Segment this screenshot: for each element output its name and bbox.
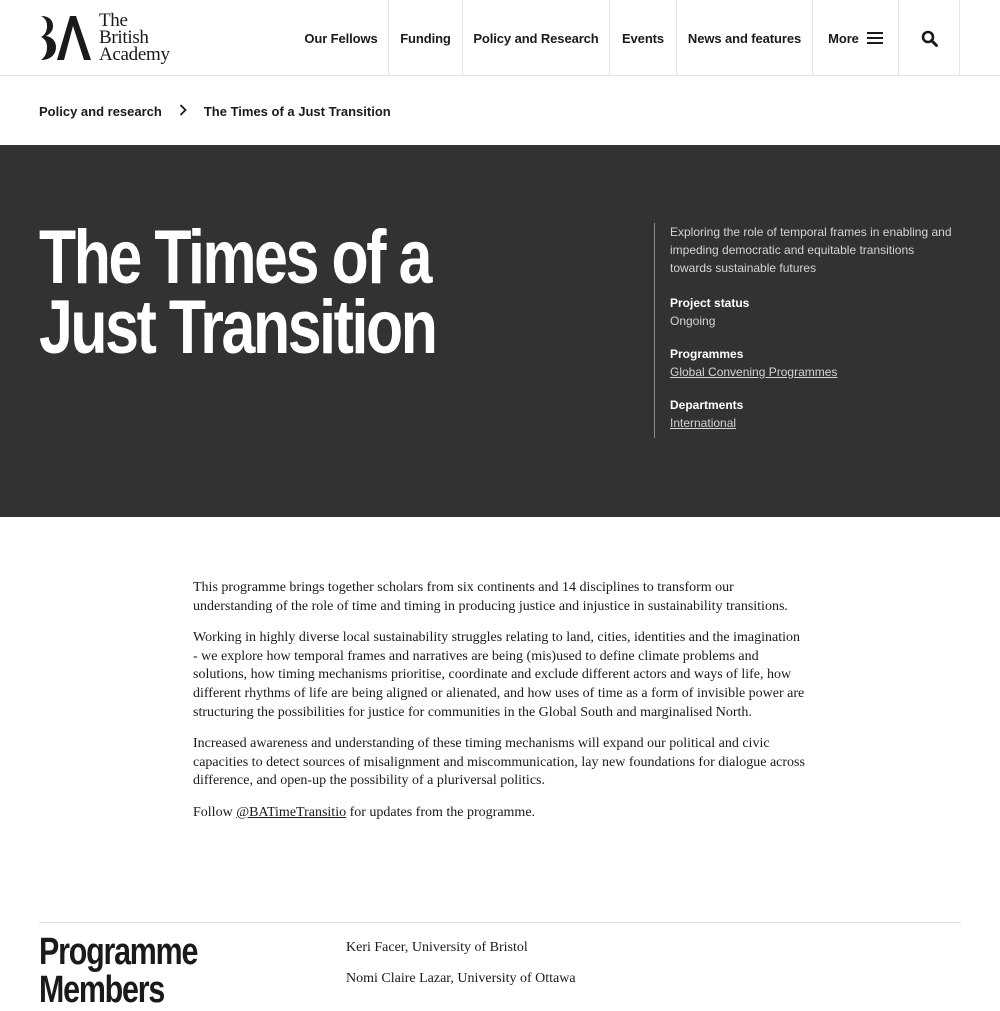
list-item: Nomi Claire Lazar, University of Ottawa bbox=[346, 971, 576, 986]
breadcrumb-parent-link[interactable]: Policy and research bbox=[39, 103, 162, 119]
follow-suffix: for updates from the programme. bbox=[349, 804, 536, 820]
follow-prefix: Follow bbox=[193, 804, 233, 820]
nav-label: News and features bbox=[687, 30, 802, 46]
nav-label: Our Fellows bbox=[304, 30, 378, 46]
logo-line-academy: Academy bbox=[99, 44, 170, 65]
search-icon bbox=[921, 30, 938, 47]
nav-label: Events bbox=[621, 30, 665, 46]
page-title: The Times of a Just Transition bbox=[39, 215, 436, 370]
departments-link[interactable]: International bbox=[670, 416, 737, 430]
nav-item-events[interactable] bbox=[609, 0, 676, 76]
nav-label: Funding bbox=[400, 30, 451, 46]
british-academy-logo[interactable] bbox=[39, 12, 189, 64]
project-description: Exploring the role of temporal frames in enabling and impeding democratic and equitable transitions towards sustainable futures bbox=[670, 225, 952, 275]
logo-line-the: The bbox=[99, 10, 128, 31]
departments-value bbox=[670, 416, 954, 430]
project-meta-panel bbox=[654, 223, 954, 438]
programmes-label: Programmes bbox=[670, 347, 744, 361]
follow-paragraph bbox=[193, 804, 805, 823]
programme-members-list bbox=[346, 939, 576, 1001]
project-status-value: Ongoing bbox=[670, 314, 716, 328]
logo-line-british: British bbox=[99, 27, 149, 48]
body-paragraph: Working in highly diverse local sustainability struggles relating to land, cities, identities and the imagination - we explore how temporal frames and narratives are being (mis)used to define climate problems and solutions, how timing mechanisms prioritise, coordinate and exclude different actors and ways of life, how different rhythms of life are being aligned or alienated, and how uses of time as a form of invisible power are structuring the possibilities for justice for communities in the Global South and marginalised North. bbox=[193, 629, 805, 720]
nav-label: Policy and Research bbox=[473, 30, 599, 46]
nav-item-our-fellows[interactable] bbox=[294, 0, 388, 76]
twitter-handle-link[interactable]: @BATimeTransitio bbox=[236, 804, 347, 820]
chevron-right-icon bbox=[162, 104, 204, 119]
breadcrumb bbox=[39, 102, 391, 120]
programmes-link[interactable]: Global Convening Programmes bbox=[670, 365, 838, 379]
nav-item-more[interactable] bbox=[812, 0, 898, 76]
nav-item-policy-and-research[interactable] bbox=[462, 0, 609, 76]
programmes-value bbox=[670, 365, 954, 379]
logo-wordmark bbox=[99, 12, 170, 63]
nav-item-news-and-features[interactable] bbox=[676, 0, 812, 76]
nav-label: More bbox=[828, 30, 859, 46]
body-paragraph: Increased awareness and understanding of these timing mechanisms will expand our political and civic capacities to detect sources of misalignment and miscommunication, lay new foundations for dialogue across difference, and open-up the possibility of a pluriversal politics. bbox=[193, 735, 805, 789]
nav-item-funding[interactable] bbox=[388, 0, 462, 76]
section-divider bbox=[39, 922, 961, 923]
programme-members-heading: Programme Members bbox=[39, 931, 198, 1011]
search-button[interactable] bbox=[898, 0, 960, 76]
departments-label: Departments bbox=[670, 398, 744, 412]
ba-monogram-icon bbox=[39, 14, 93, 62]
site-header bbox=[0, 0, 1000, 76]
hero-banner bbox=[0, 145, 1000, 517]
body-paragraph: This programme brings together scholars from six continents and 14 disciplines to transform our understanding of the role of time and timing in producing justice and injustice in sustainability transitions. bbox=[193, 580, 788, 614]
list-item: Keri Facer, University of Bristol bbox=[346, 940, 528, 955]
project-status-label: Project status bbox=[670, 296, 750, 310]
article-body bbox=[193, 579, 805, 835]
hamburger-icon bbox=[867, 32, 883, 44]
breadcrumb-current: The Times of a Just Transition bbox=[203, 103, 391, 119]
